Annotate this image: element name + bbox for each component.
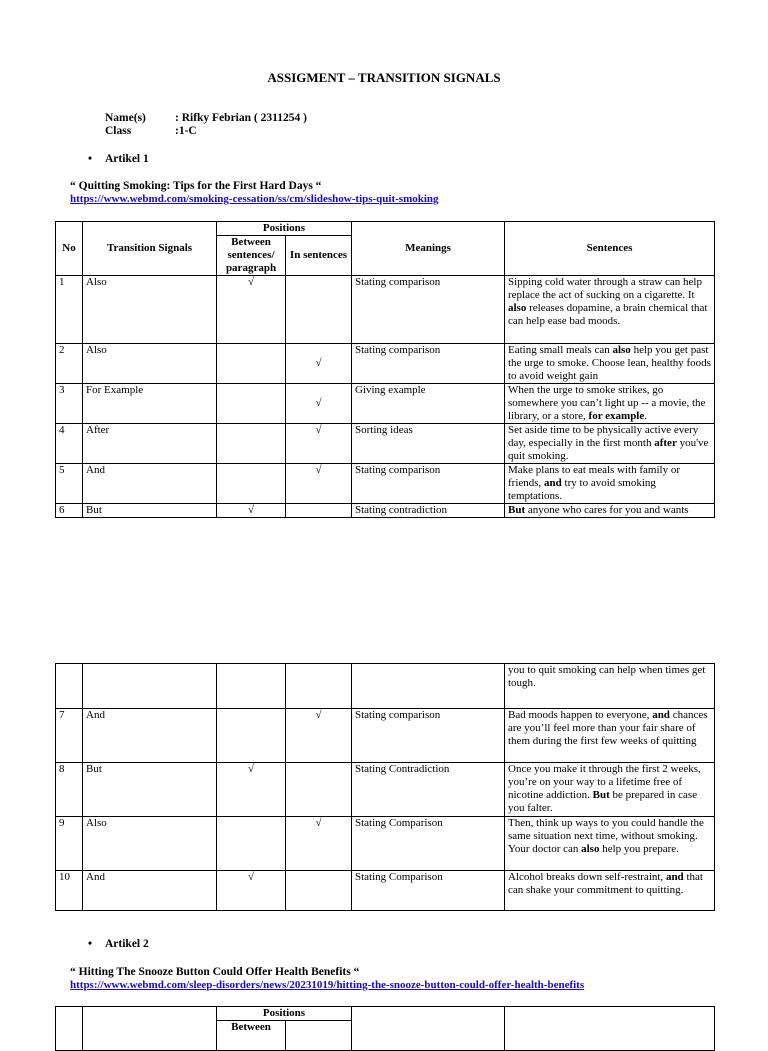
sentence-text: chances are you’ll feel more than your fair share of them during the first few weeks of quitting	[508, 709, 708, 747]
article1-bullet	[88, 153, 149, 165]
row-number: 5	[56, 464, 83, 504]
sentence-text: you've quit smoking.	[508, 437, 709, 462]
article2-table	[55, 1006, 715, 1051]
header-no: No	[56, 222, 83, 276]
row-signal: But	[83, 504, 217, 518]
table-row	[56, 464, 715, 504]
row6-continuation: you to quit smoking can help when times get tough.	[505, 664, 715, 709]
row-in-check: √	[286, 817, 352, 871]
row-number: 7	[56, 709, 83, 763]
row-number: 8	[56, 763, 83, 817]
transition-word: also	[508, 302, 527, 314]
class-label: Class	[105, 125, 132, 137]
article2-header-between: Between	[217, 1021, 286, 1051]
article2-bullet	[88, 938, 149, 950]
row-signal: After	[83, 424, 217, 464]
table-row	[56, 664, 715, 709]
row-number: 3	[56, 384, 83, 424]
header-signal: Transition Signals	[83, 222, 217, 276]
article1-link[interactable]: https://www.webmd.com/smoking-cessation/ss/cm/slideshow-tips-quit-smoking	[70, 193, 439, 205]
row-between-check	[217, 709, 286, 763]
article1-heading: Artikel 1	[105, 153, 149, 165]
sentence-text: help you get past the urge to smoke. Choose lean, healthy foods to avoid weight gain	[508, 344, 711, 382]
row-number: 10	[56, 871, 83, 911]
row-in-check: √	[286, 709, 352, 763]
row-sentence	[505, 504, 715, 518]
row-sentence	[505, 464, 715, 504]
header-positions: Positions	[217, 222, 352, 236]
article2-link[interactable]: https://www.webmd.com/sleep-disorders/news/20231019/hitting-the-snooze-button-could-offer-health-benefits	[70, 979, 585, 991]
row-in-check	[286, 763, 352, 817]
row-between-check	[217, 464, 286, 504]
row-meaning: Stating Contradiction	[352, 763, 505, 817]
table-row	[56, 709, 715, 763]
row-between-check: √	[217, 276, 286, 344]
table-row	[56, 276, 715, 344]
table-row	[56, 504, 715, 518]
transition-word: for example	[588, 410, 645, 422]
sentence-text: Set aside time to be physically active every day, especially in the first month	[508, 424, 699, 449]
row-between-check	[217, 344, 286, 384]
sentence-text: Once you make it through the first 2 weeks, you’re on your way to a lifetime free of nicotine addiction.	[508, 763, 701, 801]
row-number: 1	[56, 276, 83, 344]
row-meaning: Stating comparison	[352, 344, 505, 384]
sentence-text: .	[644, 410, 647, 422]
row-meaning: Stating comparison	[352, 709, 505, 763]
transition-word: But	[592, 789, 610, 801]
row-sentence	[505, 871, 715, 911]
header-between: Between sentences/ paragraph	[217, 236, 286, 276]
table-row	[56, 384, 715, 424]
row-in-check: √	[286, 424, 352, 464]
bullet-icon: •	[88, 153, 93, 165]
row-in-check	[286, 504, 352, 518]
transition-word: and	[665, 871, 684, 883]
row-between-check: √	[217, 763, 286, 817]
article2-title: “ Hitting The Snooze Button Could Offer Health Benefits “	[70, 966, 360, 978]
header-meanings: Meanings	[352, 222, 505, 276]
sentence-text: that can shake your commitment to quitting.	[508, 871, 703, 896]
row-number: 9	[56, 817, 83, 871]
row-signal: And	[83, 709, 217, 763]
header-sentences: Sentences	[505, 222, 715, 276]
row-between-check	[217, 817, 286, 871]
sentence-text: anyone who cares for you and wants	[525, 504, 689, 516]
sentence-text: Bad moods happen to everyone,	[508, 709, 653, 721]
transition-word: and	[544, 477, 562, 489]
document-title: ASSIGMENT – TRANSITION SIGNALS	[267, 70, 501, 85]
sentence-text: try to avoid smoking temptations.	[508, 477, 656, 502]
row-in-check: √	[286, 384, 352, 424]
row-between-check	[217, 384, 286, 424]
name-label: Name(s)	[105, 112, 146, 124]
table-row	[56, 344, 715, 384]
row-sentence	[505, 763, 715, 817]
row-number: 4	[56, 424, 83, 464]
transition-table-part2	[55, 663, 715, 911]
article2-header-positions: Positions	[217, 1007, 352, 1021]
row-between-check: √	[217, 871, 286, 911]
row-meaning: Giving example	[352, 384, 505, 424]
bullet-icon: •	[88, 938, 93, 950]
row-meaning: Stating Comparison	[352, 817, 505, 871]
row-sentence	[505, 276, 715, 344]
row-signal: Also	[83, 276, 217, 344]
row-in-check: √	[286, 344, 352, 384]
class-line	[105, 125, 197, 137]
table-row	[56, 763, 715, 817]
transition-table-part1	[55, 221, 715, 518]
row-between-check: √	[217, 504, 286, 518]
transition-word: and	[652, 709, 670, 721]
class-value: :1-C	[175, 125, 197, 137]
sentence-text: Make plans to eat meals with family or friends,	[508, 464, 680, 489]
row-meaning: Stating comparison	[352, 464, 505, 504]
name-line	[105, 112, 307, 124]
sentence-text: Sipping cold water through a straw can help replace the act of sucking on a cigarette. It	[508, 276, 702, 301]
transition-word: also	[581, 843, 600, 855]
sentence-text: help you prepare.	[599, 843, 679, 855]
sentence-text: Then, think up ways to you could handle the same situation next time, without smoking. Your doctor can	[508, 817, 704, 855]
row-sentence	[505, 709, 715, 763]
sentence-text: Eating small meals can	[508, 344, 613, 356]
row-signal: For Example	[83, 384, 217, 424]
row-sentence	[505, 344, 715, 384]
row-number: 2	[56, 344, 83, 384]
table-row	[56, 817, 715, 871]
transition-word: But	[508, 504, 526, 516]
article1-title: “ Quitting Smoking: Tips for the First Hard Days “	[70, 180, 322, 192]
row-in-check	[286, 871, 352, 911]
row-signal: But	[83, 763, 217, 817]
sentence-text: Alcohol breaks down self-restraint,	[508, 871, 666, 883]
name-value: : Rifky Febrian ( 2311254 )	[175, 112, 307, 124]
row-signal: Also	[83, 817, 217, 871]
row-signal: Also	[83, 344, 217, 384]
row-meaning: Stating contradiction	[352, 504, 505, 518]
article2-heading: Artikel 2	[105, 938, 149, 950]
row-in-check	[286, 276, 352, 344]
table-row	[56, 871, 715, 911]
sentence-text: releases dopamine, a brain chemical that can help ease bad moods.	[508, 302, 708, 327]
row-between-check	[217, 424, 286, 464]
table-row	[56, 424, 715, 464]
header-in: In sentences	[286, 236, 352, 276]
row-in-check: √	[286, 464, 352, 504]
row-sentence	[505, 817, 715, 871]
row-sentence	[505, 384, 715, 424]
row-sentence	[505, 424, 715, 464]
row-meaning: Sorting ideas	[352, 424, 505, 464]
transition-word: also	[612, 344, 631, 356]
row-signal: And	[83, 871, 217, 911]
sentence-text: When the urge to smoke strikes, go somewhere you can’t light up -- a movie, the library, or a store,	[508, 384, 706, 422]
transition-word: after	[654, 437, 677, 449]
row-meaning: Stating Comparison	[352, 871, 505, 911]
sentence-text: be prepared in case you falter.	[508, 789, 698, 814]
row-signal: And	[83, 464, 217, 504]
row-meaning: Stating comparison	[352, 276, 505, 344]
row-number: 6	[56, 504, 83, 518]
